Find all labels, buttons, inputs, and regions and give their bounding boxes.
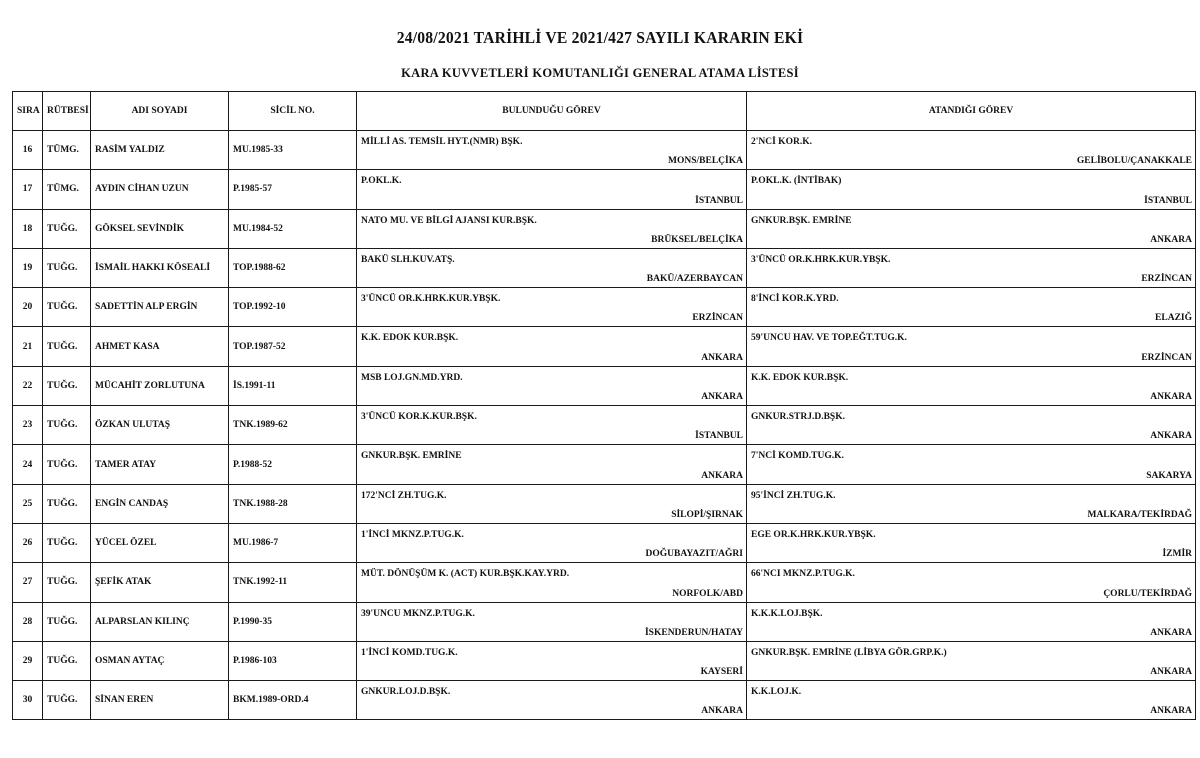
cell-atandigi-gorev — [747, 366, 1196, 405]
current-unit: 1'İNCİ MKNZ.P.TUG.K. — [361, 529, 464, 540]
current-location: MONS/BELÇİKA — [668, 156, 743, 167]
cell-sicil-no: TNK.1988-28 — [229, 484, 357, 523]
cell-sira: 20 — [13, 288, 43, 327]
cell-sira: 17 — [13, 170, 43, 209]
current-unit: NATO MU. VE BİLGİ AJANSI KUR.BŞK. — [361, 215, 537, 226]
cell-rutbe: TUĞG. — [43, 327, 91, 366]
current-unit: 3'ÜNCÜ KOR.K.KUR.BŞK. — [361, 412, 477, 423]
table-row — [13, 406, 1196, 445]
cell-rutbe: TUĞG. — [43, 523, 91, 562]
cell-atandigi-gorev — [747, 445, 1196, 484]
current-unit: GNKUR.BŞK. EMRİNE — [361, 451, 462, 462]
cell-sicil-no: MU.1985-33 — [229, 131, 357, 170]
assigned-unit: EGE OR.K.HRK.KUR.YBŞK. — [751, 529, 876, 540]
cell-adi-soyadi: AHMET KASA — [91, 327, 229, 366]
cell-rutbe: TUĞG. — [43, 563, 91, 602]
table-row — [13, 131, 1196, 170]
current-location: İSTANBUL — [695, 431, 743, 442]
table-row — [13, 366, 1196, 405]
table-header-row — [13, 92, 1196, 131]
cell-adi-soyadi: İSMAİL HAKKI KÖSEALİ — [91, 248, 229, 287]
table-row — [13, 248, 1196, 287]
cell-bulundugu-gorev — [357, 170, 747, 209]
assigned-location: İZMİR — [1162, 549, 1192, 560]
cell-sicil-no: P.1986-103 — [229, 641, 357, 680]
cell-bulundugu-gorev — [357, 602, 747, 641]
assigned-location: ANKARA — [1150, 234, 1192, 245]
cell-sicil-no: TNK.1989-62 — [229, 406, 357, 445]
table-row — [13, 681, 1196, 720]
cell-rutbe: TUĞG. — [43, 248, 91, 287]
current-unit: MİLLİ AS. TEMSİL HYT.(NMR) BŞK. — [361, 137, 523, 147]
assigned-unit: 7'NCİ KOMD.TUG.K. — [751, 451, 844, 462]
cell-adi-soyadi: ŞEFİK ATAK — [91, 563, 229, 602]
cell-atandigi-gorev — [747, 523, 1196, 562]
assigned-location: ERZİNCAN — [1141, 352, 1192, 363]
assigned-location: ELAZIĞ — [1155, 313, 1192, 324]
current-location: ERZİNCAN — [692, 313, 743, 324]
cell-bulundugu-gorev — [357, 131, 747, 170]
current-location: ANKARA — [701, 706, 743, 717]
cell-sicil-no: P.1990-35 — [229, 602, 357, 641]
cell-bulundugu-gorev — [357, 563, 747, 602]
cell-adi-soyadi: GÖKSEL SEVİNDİK — [91, 209, 229, 248]
cell-sira: 30 — [13, 681, 43, 720]
cell-rutbe: TUĞG. — [43, 484, 91, 523]
cell-rutbe: TÜMG. — [43, 170, 91, 209]
cell-atandigi-gorev — [747, 484, 1196, 523]
cell-adi-soyadi: AYDIN CİHAN UZUN — [91, 170, 229, 209]
cell-rutbe: TUĞG. — [43, 406, 91, 445]
current-unit: MSB LOJ.GN.MD.YRD. — [361, 372, 463, 383]
assigned-location: SAKARYA — [1146, 470, 1192, 481]
assigned-location: İSTANBUL — [1144, 195, 1192, 206]
cell-rutbe: TUĞG. — [43, 288, 91, 327]
cell-adi-soyadi: ÖZKAN ULUTAŞ — [91, 406, 229, 445]
table-row — [13, 523, 1196, 562]
assigned-location: GELİBOLU/ÇANAKKALE — [1076, 156, 1192, 167]
assigned-location: ÇORLU/TEKİRDAĞ — [1103, 588, 1192, 599]
cell-rutbe: TUĞG. — [43, 445, 91, 484]
assigned-location: MALKARA/TEKİRDAĞ — [1087, 509, 1192, 520]
cell-sicil-no: İS.1991-11 — [229, 366, 357, 405]
cell-sira: 22 — [13, 366, 43, 405]
table-row — [13, 445, 1196, 484]
cell-bulundugu-gorev — [357, 523, 747, 562]
assigned-location: ANKARA — [1150, 706, 1192, 717]
assigned-location: ANKARA — [1150, 431, 1192, 442]
cell-sira: 27 — [13, 563, 43, 602]
cell-sicil-no: TOP.1992-10 — [229, 288, 357, 327]
current-unit: BAKÜ SLH.KUV.ATŞ. — [361, 254, 455, 265]
assigned-unit: K.K. EDOK KUR.BŞK. — [751, 372, 849, 383]
cell-sira: 26 — [13, 523, 43, 562]
assigned-unit: 3'ÜNCÜ OR.K.HRK.KUR.YBŞK. — [751, 254, 891, 265]
table-row — [13, 484, 1196, 523]
table-row — [13, 641, 1196, 680]
cell-atandigi-gorev — [747, 327, 1196, 366]
header-adi-soyadi: ADI SOYADI — [91, 92, 229, 131]
assigned-unit: 66'NCI MKNZ.P.TUG.K. — [751, 569, 855, 580]
cell-sira: 19 — [13, 248, 43, 287]
cell-sira: 29 — [13, 641, 43, 680]
table-row — [13, 209, 1196, 248]
cell-atandigi-gorev — [747, 248, 1196, 287]
current-location: KAYSERİ — [700, 667, 743, 678]
cell-adi-soyadi: RASİM YALDIZ — [91, 131, 229, 170]
table-row — [13, 327, 1196, 366]
cell-bulundugu-gorev — [357, 209, 747, 248]
document-title: 24/08/2021 TARİHLİ VE 2021/427 SAYILI KARARIN EKİ — [396, 28, 804, 47]
cell-sicil-no: BKM.1989-ORD.4 — [229, 681, 357, 720]
cell-bulundugu-gorev — [357, 641, 747, 680]
assigned-location: ANKARA — [1150, 392, 1192, 403]
assigned-unit: K.K.LOJ.K. — [751, 687, 802, 698]
cell-adi-soyadi: ENGİN CANDAŞ — [91, 484, 229, 523]
cell-bulundugu-gorev — [357, 681, 747, 720]
assigned-unit: K.K.K.LOJ.BŞK. — [751, 608, 823, 619]
current-location: ANKARA — [701, 470, 743, 481]
cell-sicil-no: MU.1986-7 — [229, 523, 357, 562]
current-unit: K.K. EDOK KUR.BŞK. — [361, 333, 459, 344]
cell-sicil-no: MU.1984-52 — [229, 209, 357, 248]
header-rutbe: RÜTBESİ — [43, 92, 91, 131]
cell-adi-soyadi: MÜCAHİT ZORLUTUNA — [91, 366, 229, 405]
current-unit: 39'UNCU MKNZ.P.TUG.K. — [361, 608, 475, 619]
assigned-unit: P.OKL.K. (İNTİBAK) — [751, 176, 842, 187]
header-bulundugu-gorev: BULUNDUĞU GÖREV — [357, 92, 747, 131]
cell-sira: 24 — [13, 445, 43, 484]
cell-sira: 18 — [13, 209, 43, 248]
header-sicil-no: SİCİL NO. — [229, 92, 357, 131]
cell-atandigi-gorev — [747, 209, 1196, 248]
table-row — [13, 563, 1196, 602]
cell-bulundugu-gorev — [357, 445, 747, 484]
current-location: İSKENDERUN/HATAY — [644, 627, 743, 638]
current-unit: 172'NCİ ZH.TUG.K. — [361, 490, 447, 501]
cell-sira: 28 — [13, 602, 43, 641]
cell-adi-soyadi: TAMER ATAY — [91, 445, 229, 484]
assigned-unit: GNKUR.BŞK. EMRİNE (LİBYA GÖR.GRP.K.) — [751, 647, 947, 658]
cell-atandigi-gorev — [747, 641, 1196, 680]
current-location: SİLOPİ/ŞIRNAK — [671, 509, 743, 520]
current-unit: MÜT. DÖNÜŞÜM K. (ACT) KUR.BŞK.KAY.YRD. — [361, 569, 570, 580]
current-location: ANKARA — [701, 392, 743, 403]
cell-sira: 16 — [13, 131, 43, 170]
current-unit: 3'ÜNCÜ OR.K.HRK.KUR.YBŞK. — [361, 294, 501, 305]
header-sira: SIRA — [13, 92, 43, 131]
document-subtitle: KARA KUVVETLERİ KOMUTANLIĞI GENERAL ATAMA LİSTESİ — [401, 66, 799, 80]
assigned-unit: GNKUR.STRJ.D.BŞK. — [751, 412, 845, 423]
cell-rutbe: TUĞG. — [43, 641, 91, 680]
table-row — [13, 602, 1196, 641]
cell-rutbe: TUĞG. — [43, 209, 91, 248]
cell-atandigi-gorev — [747, 131, 1196, 170]
cell-atandigi-gorev — [747, 563, 1196, 602]
cell-atandigi-gorev — [747, 681, 1196, 720]
cell-atandigi-gorev — [747, 602, 1196, 641]
cell-sira: 25 — [13, 484, 43, 523]
cell-atandigi-gorev — [747, 288, 1196, 327]
assigned-unit: 95'İNCİ ZH.TUG.K. — [751, 490, 836, 501]
assigned-location: ANKARA — [1150, 667, 1192, 678]
assigned-unit: 2'NCİ KOR.K. — [751, 137, 812, 147]
cell-bulundugu-gorev — [357, 288, 747, 327]
cell-bulundugu-gorev — [357, 406, 747, 445]
cell-sicil-no: P.1985-57 — [229, 170, 357, 209]
assigned-unit: 8'İNCİ KOR.K.YRD. — [751, 294, 839, 305]
cell-rutbe: TUĞG. — [43, 366, 91, 405]
cell-bulundugu-gorev — [357, 248, 747, 287]
cell-sira: 21 — [13, 327, 43, 366]
cell-sicil-no: TOP.1987-52 — [229, 327, 357, 366]
current-unit: P.OKL.K. — [361, 176, 402, 187]
current-location: DOĞUBAYAZIT/AĞRI — [645, 549, 743, 560]
assigned-location: ERZİNCAN — [1141, 274, 1192, 285]
cell-bulundugu-gorev — [357, 484, 747, 523]
cell-atandigi-gorev — [747, 406, 1196, 445]
cell-bulundugu-gorev — [357, 327, 747, 366]
cell-adi-soyadi: ALPARSLAN KILINÇ — [91, 602, 229, 641]
cell-atandigi-gorev — [747, 170, 1196, 209]
cell-rutbe: TUĞG. — [43, 602, 91, 641]
cell-adi-soyadi: YÜCEL ÖZEL — [91, 523, 229, 562]
cell-sicil-no: P.1988-52 — [229, 445, 357, 484]
cell-sira: 23 — [13, 406, 43, 445]
current-unit: 1'İNCİ KOMD.TUG.K. — [361, 647, 458, 658]
cell-rutbe: TUĞG. — [43, 681, 91, 720]
cell-adi-soyadi: SİNAN EREN — [91, 681, 229, 720]
table-row — [13, 170, 1196, 209]
cell-adi-soyadi: OSMAN AYTAÇ — [91, 641, 229, 680]
current-location: BAKÜ/AZERBAYCAN — [646, 274, 743, 285]
current-location: İSTANBUL — [695, 195, 743, 206]
cell-sicil-no: TOP.1988-62 — [229, 248, 357, 287]
assigned-unit: GNKUR.BŞK. EMRİNE — [751, 215, 852, 226]
current-location: BRÜKSEL/BELÇİKA — [651, 234, 743, 245]
cell-adi-soyadi: SADETTİN ALP ERGİN — [91, 288, 229, 327]
assignment-table — [12, 91, 1196, 720]
current-unit: GNKUR.LOJ.D.BŞK. — [361, 687, 451, 698]
cell-rutbe: TÜMG. — [43, 131, 91, 170]
assigned-location: ANKARA — [1150, 627, 1192, 638]
table-row — [13, 288, 1196, 327]
cell-sicil-no: TNK.1992-11 — [229, 563, 357, 602]
current-location: ANKARA — [701, 352, 743, 363]
cell-bulundugu-gorev — [357, 366, 747, 405]
assigned-unit: 59'UNCU HAV. VE TOP.EĞT.TUG.K. — [751, 333, 907, 344]
current-location: NORFOLK/ABD — [672, 588, 743, 599]
header-atandigi-gorev: ATANDIĞI GÖREV — [747, 92, 1196, 131]
